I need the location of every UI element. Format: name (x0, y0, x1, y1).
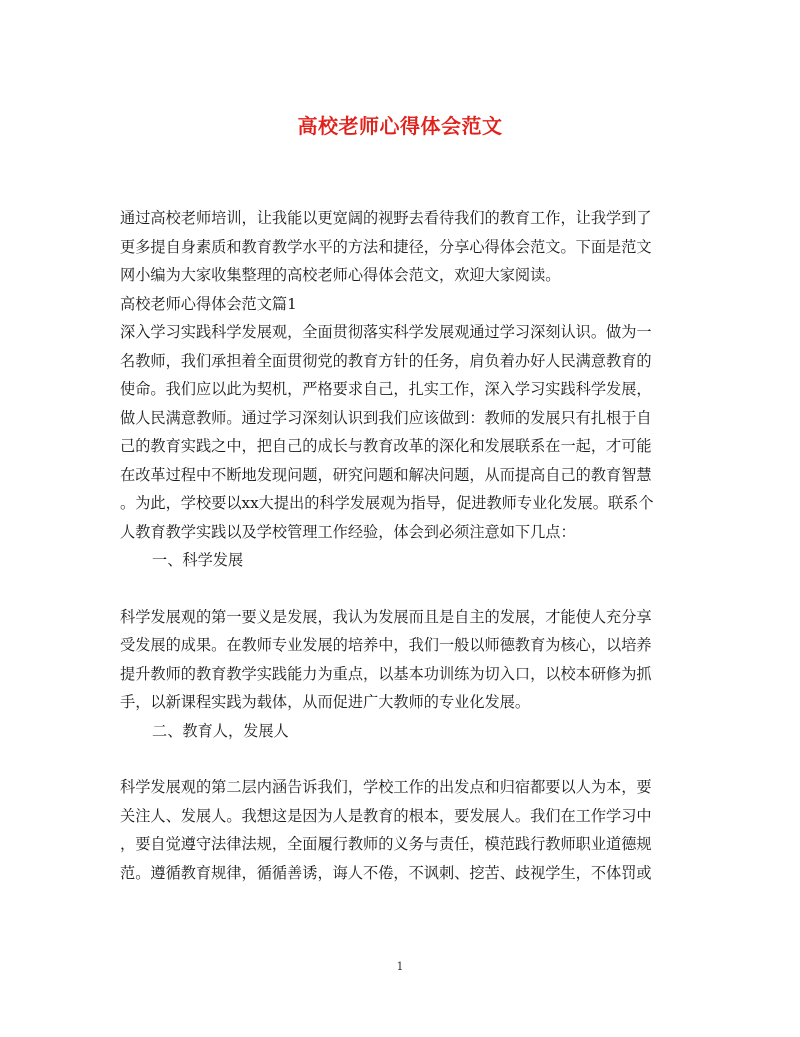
paragraph-2 (120, 603, 682, 717)
text-line: 名教师，我们承担着全面贯彻党的教育方针的任务，肩负着办好人民满意教育的 (120, 351, 652, 370)
paragraph-3 (120, 773, 682, 887)
text-line: 网小编为大家收集整理的高校老师心得体会范文，欢迎大家阅读。 (120, 266, 561, 284)
text-line: 己的教育实践之中，把自己的成长与教育改革的深化和发展联系在一起，才可能 (120, 437, 652, 455)
section-heading-text: 高校老师心得体会范文篇1 (120, 294, 297, 313)
text-line: 深入学习实践科学发展观，全面贯彻落实科学发展观通过学习深刻认识。做为一 (120, 323, 652, 341)
text-line: 受发展的成果。在教师专业发展的培养中，我们一般以师德教育为核心，以培养 (120, 636, 652, 654)
text-line: 提升教师的教育教学实践能力为重点，以基本功训练为切入口，以校本研修为抓 (120, 664, 652, 683)
text-line: 通过高校老师培训，让我能以更宽阔的视野去看待我们的教育工作，让我学到了 (120, 209, 652, 227)
text-line: 科学发展观的第二层内涵告诉我们，学校工作的出发点和归宿都要以人为本，要 (120, 778, 652, 796)
paragraph-1 (120, 318, 682, 546)
spacer (120, 575, 682, 603)
text-line: 科学发展观的第一要义是发展，我认为发展而且是自主的发展，才能使人充分享 (120, 607, 652, 626)
point-2-heading (120, 717, 682, 746)
text-line: ，要自觉遵守法律法规，全面履行教师的义务与责任，模范践行教师职业道德规 (120, 835, 652, 853)
point-heading-text: 一、科学发展 (152, 551, 244, 569)
point-1-heading (120, 546, 682, 575)
text-line: 做人民满意教师。通过学习深刻认识到我们应该做到：教师的发展只有扎根于自 (120, 408, 652, 427)
text-line: 人教育教学实践以及学校管理工作经验，体会到必须注意如下几点： (120, 522, 576, 541)
text-line: 。为此，学校要以xx大提出的科学发展观为指导，促进教师专业化发展。联系个 (120, 494, 654, 512)
text-line: 使命。我们应以此为契机，严格要求自己，扎实工作，深入学习实践科学发展， (120, 380, 652, 398)
section-heading (120, 290, 682, 319)
page-number: 1 (396, 960, 404, 973)
text-line: 范。遵循教育规律，循循善诱，诲人不倦，不讽刺、挖苦、歧视学生，不体罚或 (120, 863, 652, 882)
text-line: 手，以新课程实践为载体，从而促进广大教师的专业化发展。 (120, 693, 531, 711)
text-line: 关注人、发展人。我想这是因为人是教育的根本，要发展人。我们在工作学习中 (120, 806, 652, 825)
spacer (120, 745, 682, 773)
document-body (120, 204, 682, 887)
text-line: 更多提自身素质和教育教学水平的方法和捷径，分享心得体会范文。下面是范文 (120, 237, 652, 256)
document-title: 高校老师心得体会范文 (297, 114, 503, 138)
intro-paragraph (120, 204, 682, 290)
text-line: 在改革过程中不断地发现问题，研究问题和解决问题，从而提高自己的教育智慧 (120, 465, 652, 484)
point-heading-text: 二、教育人，发展人 (152, 721, 289, 740)
